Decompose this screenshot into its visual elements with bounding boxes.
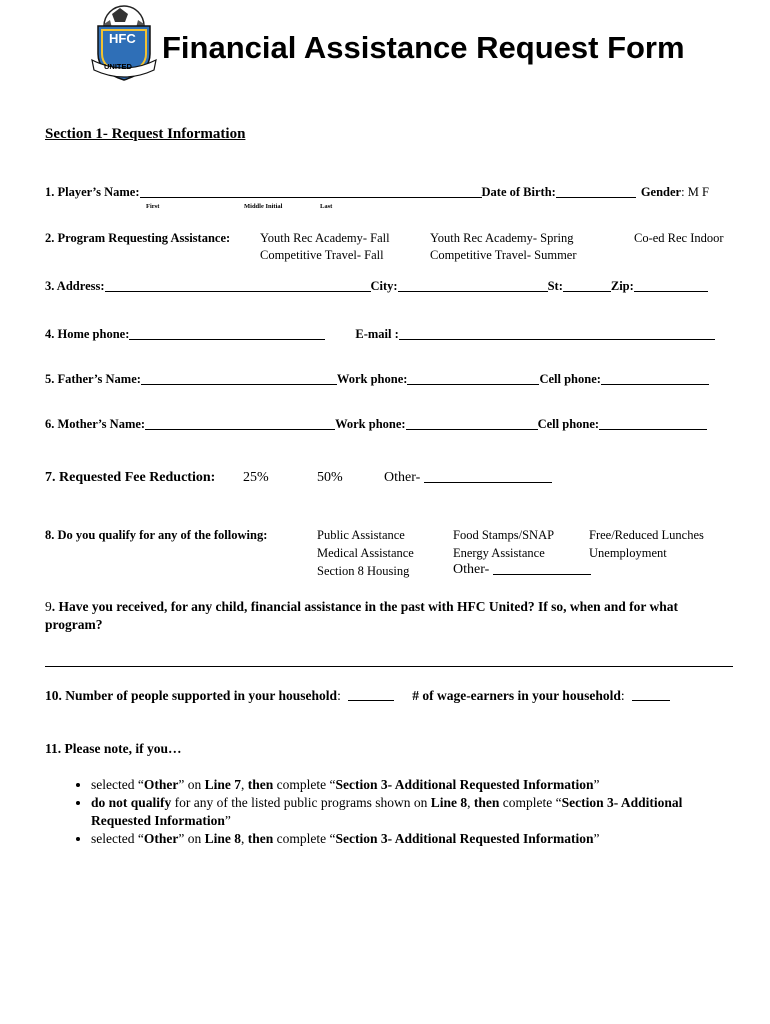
email-field[interactable] (399, 327, 715, 340)
wage-earners-label: # of wage-earners in your household (412, 688, 621, 703)
option-25-percent[interactable]: 25% (243, 470, 269, 485)
mother-name-label: 6. Mother’s Name: (45, 417, 146, 431)
q9-line1 (45, 599, 678, 615)
q11-label: 11. Please note, if you… (45, 741, 182, 756)
option-competitive-summer[interactable]: Competitive Travel- Summer (430, 248, 577, 262)
mother-work-label: Work phone: (335, 417, 406, 431)
household-label: 10. Number of people supported in your household (45, 688, 338, 703)
father-name-label: 5. Father’s Name: (45, 372, 141, 386)
option-medical-assistance[interactable]: Medical Assistance (317, 546, 414, 560)
page-title: Financial Assistance Request Form (162, 30, 685, 65)
address-field[interactable] (105, 279, 371, 292)
option-competitive-fall[interactable]: Competitive Travel- Fall (260, 248, 384, 262)
player-name-label: 1. Player’s Name: (45, 185, 140, 199)
mother-cell-label: Cell phone: (537, 417, 600, 431)
option-unemployment[interactable]: Unemployment (589, 546, 667, 560)
mother-work-field[interactable] (406, 417, 538, 430)
q9-text: . Have you received, for any child, financial assistance in the past with HFC United? If so, when and for what (51, 599, 679, 614)
fee-other-field[interactable] (424, 470, 552, 483)
q9-answer-line[interactable] (45, 666, 733, 667)
logo-text-top: HFC (109, 31, 136, 46)
sub-first: First (146, 203, 160, 210)
father-cell-label: Cell phone: (539, 372, 601, 386)
option-coed-rec-indoor[interactable]: Co-ed Rec Indoor (634, 231, 724, 245)
list-item: • selected “Other” on Line 8, then complete “Section 3- Additional Requested Information” (91, 830, 741, 848)
q9-line2: program? (45, 617, 103, 632)
qualify-other-row (453, 562, 591, 578)
option-other-fee[interactable]: Other- (384, 470, 421, 485)
mother-name-field[interactable] (145, 417, 335, 430)
player-name-field[interactable] (140, 185, 482, 198)
q1-row (45, 185, 709, 200)
section-1-heading: Section 1- Request Information (45, 126, 246, 142)
hfc-logo (88, 4, 160, 84)
list-item: • do not qualify for any of the listed public programs shown on Line 8, then complete “Section 3- Additional Requested Information” (91, 794, 741, 830)
option-free-lunches[interactable]: Free/Reduced Lunches (589, 528, 704, 542)
city-label: City: (370, 279, 398, 293)
gender-label: Gender (640, 185, 682, 199)
address-label: 3. Address: (45, 279, 105, 293)
q6-row (45, 417, 707, 432)
q4-row (45, 327, 715, 342)
option-youth-rec-fall[interactable]: Youth Rec Academy- Fall (260, 231, 390, 245)
q3-row (45, 279, 708, 294)
father-name-field[interactable] (141, 372, 337, 385)
q9-number: 9 (45, 599, 52, 614)
option-50-percent[interactable]: 50% (317, 470, 343, 485)
list-item: • selected “Other” on Line 7, then complete “Section 3- Additional Requested Information” (91, 776, 741, 794)
household-field[interactable] (348, 688, 394, 701)
gender-options[interactable]: : M F (681, 185, 709, 199)
qualify-other-field[interactable] (493, 562, 591, 575)
home-phone-field[interactable] (129, 327, 325, 340)
zip-field[interactable] (634, 279, 708, 292)
wage-earners-field[interactable] (632, 688, 670, 701)
zip-label: Zip: (610, 279, 634, 293)
home-phone-label: 4. Home phone: (45, 327, 130, 341)
fee-reduction-label: 7. Requested Fee Reduction: (45, 470, 216, 485)
program-label: 2. Program Requesting Assistance: (45, 231, 231, 245)
option-youth-rec-spring[interactable]: Youth Rec Academy- Spring (430, 231, 574, 245)
option-food-stamps[interactable]: Food Stamps/SNAP (453, 528, 555, 542)
dob-field[interactable] (556, 185, 636, 198)
email-label: E-mail : (355, 327, 399, 341)
father-work-field[interactable] (407, 372, 539, 385)
q10-row: 10. Number of people supported in your household : # of wage-earners in your household : (45, 688, 670, 704)
option-energy-assistance[interactable]: Energy Assistance (453, 546, 545, 560)
option-other-qualify[interactable]: Other- (453, 562, 490, 577)
qualify-label: 8. Do you qualify for any of the following: (45, 528, 268, 542)
state-label: St: (547, 279, 563, 293)
notes-list (45, 776, 741, 848)
father-work-label: Work phone: (336, 372, 408, 386)
logo-text-bottom: UNITED (104, 62, 132, 71)
sub-middle-initial: Middle Initial (244, 203, 283, 210)
father-cell-field[interactable] (601, 372, 709, 385)
option-public-assistance[interactable]: Public Assistance (317, 528, 405, 542)
q5-row (45, 372, 709, 387)
mother-cell-field[interactable] (599, 417, 707, 430)
dob-label: Date of Birth: (481, 185, 556, 199)
sub-last: Last (320, 203, 333, 210)
state-field[interactable] (563, 279, 611, 292)
option-section-8[interactable]: Section 8 Housing (317, 564, 410, 578)
fee-other-row (384, 470, 552, 486)
city-field[interactable] (398, 279, 548, 292)
